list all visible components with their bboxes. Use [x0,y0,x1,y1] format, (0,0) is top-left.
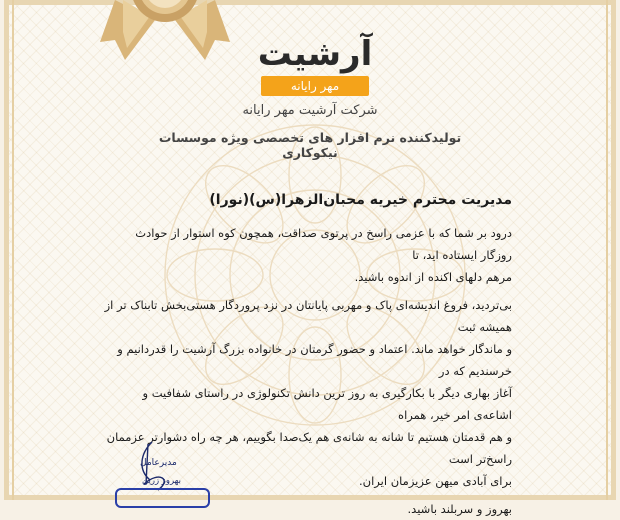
signature-title: مدیرعامل [140,458,177,468]
paragraph-line: و هم قدمتان هستیم تا شانه به شانه‌ی هم یک‌صدا بگوییم، هر چه راه دشوارتر عزممان راسخ‌تر است [106,430,512,466]
paragraph-line: درود بر شما که با عزمی راسخ در پرتوی صداقت، همچون کوه استوار از حوادث روزگار ایستاده اید، تا [135,226,512,262]
company-logo [255,32,375,102]
paragraph-line: آغاز بهاری دیگر با بکارگیری به روز ترین دانش تکنولوژی در راستای شفافیت و اشاعه‌ی امر خیر، همراه [142,386,512,422]
paragraph-line: برای آبادی میهن عزیزمان ایران. [359,474,512,488]
paragraph-line: و ماندگار خواهد ماند. اعتماد و حضور گرمتان در خانواده بزرگ آرشیت را قدردانیم و خرسندیم که در [117,342,512,378]
award-medal-icon [95,0,235,70]
letter-paragraph-1 [102,222,512,288]
logo-wordmark: آرشیت [257,34,373,74]
company-name: شرکت آرشیت مهر رایانه [242,103,378,118]
signature-name: بهروز زرین [142,476,181,486]
letter-salutation: مدیریت محترم خیریه محبان‌الزهرا(س)(نورا) [209,192,512,208]
logo-subtitle: مهر رایانه [290,79,340,93]
paragraph-line: بی‌تردید، فروغ اندیشه‌ای پاک و مهربی پایانتان در نزد پروردگار هستی‌بخش تابناک تر از همیشه ثبت [104,298,512,334]
company-stamp [115,488,210,508]
paragraph-line: مرهم دلهای اکنده از اندوه باشید. [354,270,512,284]
company-tagline: تولیدکننده نرم افزار های تخصصی ویژه موسسات نیکوکاری [158,130,462,160]
letter-closing: بهروز و سربلند باشید. [407,502,512,516]
